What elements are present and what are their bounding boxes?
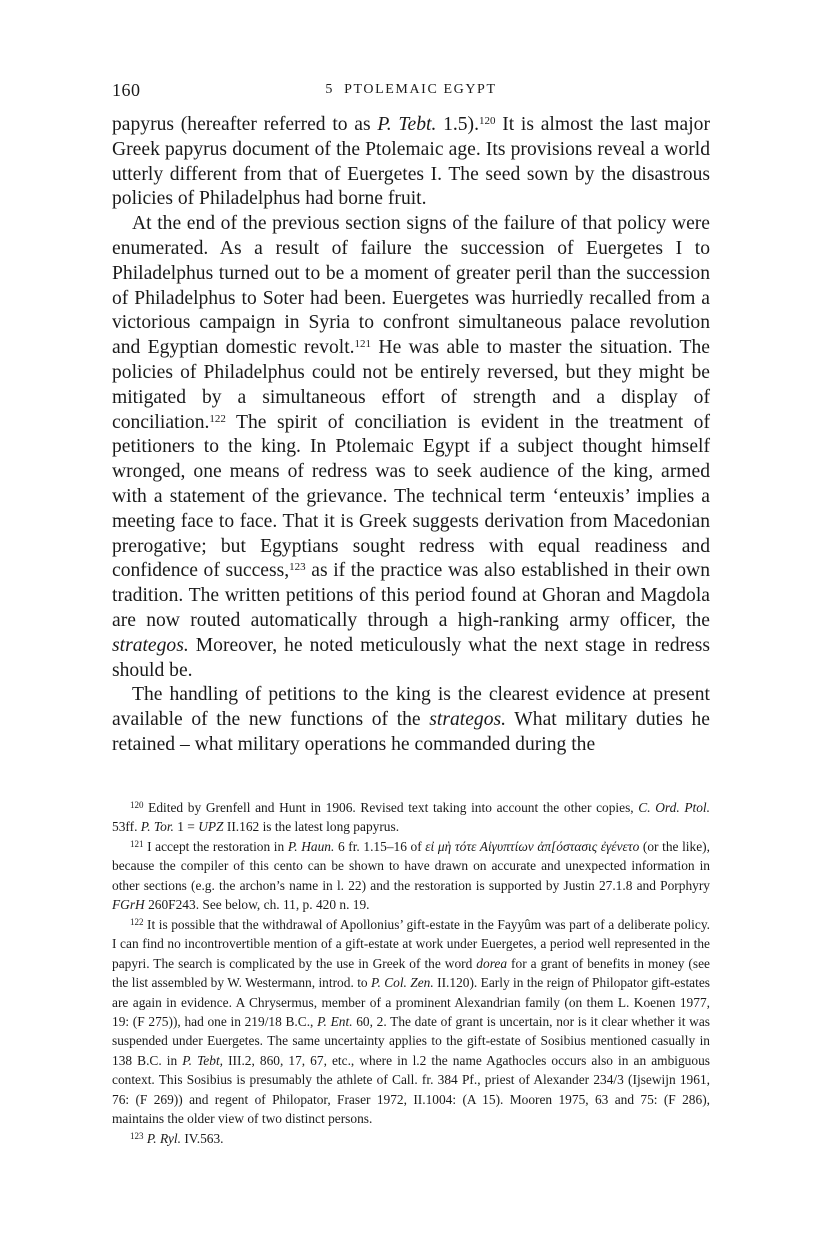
paragraph-3	[112, 683, 710, 757]
text-run: It is almost the last major Greek papyrus document of the Ptolemaic age. Its provisions reveal a world utterly different from that of Euergetes I. The seed sown by the disastrous policies of Philadelphus had borne fruit.	[112, 114, 710, 210]
footnote-ref-121: 121	[354, 338, 372, 351]
footnotes	[112, 798, 710, 1148]
text-run: 53ff.	[112, 819, 141, 835]
main-text	[112, 113, 710, 758]
text-run: The handling of petitions to the king is the clearest evidence at present available of the new functions of the	[112, 684, 710, 731]
footnote-ref-120: 120	[479, 115, 496, 127]
footnote-121	[112, 837, 710, 915]
citation: FGrH	[112, 897, 145, 913]
text-run: for a grant of benefits in money (see the list assembled by W. Westermann, introd. to	[112, 955, 710, 991]
text-run: IV.563.	[180, 1130, 224, 1146]
text-run: At the end of the previous section signs of the failure of that policy were enumerated. As a result of failure the succession of Euergetes I to Philadelphus turned out to be a moment of greater peril than the succession of Philadelphus to Soter had been. Euergetes was hurriedly recalled from a victorious campaign in Syria to confront simultaneous palace revolution and Egyptian domestic revolt.	[112, 213, 710, 359]
citation: P. Tor.	[140, 819, 174, 835]
text-run: What military duties he retained – what military operations he commanded during the	[112, 709, 710, 755]
citation: P. Tebt,	[182, 1052, 224, 1068]
text-run: It is possible that the withdrawal of Apollonius’ gift-estate in the Fayyûm was part of a deliberate policy. I can find no incontrovertible mention of a gift-estate at work under Euergetes, a period well represented in the papyri. The search is complicated by the use in Greek of the word	[112, 916, 710, 971]
citation: P. Haun.	[287, 838, 335, 854]
citation: P. Tebt.	[377, 114, 437, 135]
text-run: 6 fr. 1.15–16 of	[334, 838, 426, 854]
text-run: as if the practice was also established in their own tradition. The written petitions of this period found at Ghoran and Magdola are now routed automatically through a high-ranking army officer, the	[112, 560, 710, 631]
term-strategos: strategos.	[429, 709, 507, 731]
text-run: III.2, 860, 17, 67, etc., where in l.2 the name Agathocles occurs also in an ambiguous context. This Sosibius is presumably the athlete of Call. fr. 384 Pf., priest of Alexander 234/3 (Ijsewijn 1961, 76: (F 269)) and regent of Philopator, Fraser 1972, II.1004: (A 15). Mooren 1975, 63 and 75: (F 286), maintains the older view of two distinct persons.	[112, 1052, 710, 1127]
text-run: (or the like), because the compiler of this cento can be shown to have drawn on accurate and unexpected information in other sections (e.g. the archon’s name in l. 22) and the restoration is supported by Justin 27.1.8 and Porphyry	[112, 838, 710, 893]
footnote-122	[112, 915, 710, 1129]
footnote-ref-122: 122	[209, 412, 226, 425]
footnote-number: 120	[130, 800, 144, 810]
paragraph-1	[112, 113, 710, 212]
text-run: II.120). Early in the reign of Philopator gift-estates are again in evidence. A Chrysermus, member of a prominent Alexandrian family (on them L. Koenen 1977, 19: (F 275)), had one in 219/18 B.C.,	[112, 975, 710, 1029]
footnote-120	[112, 798, 710, 837]
footnote-number: 123	[130, 1130, 144, 1141]
greek-quotation: εἰ μὴ τότε Αἰγυπτίων ἀπ[όστασις ἐγένετο	[425, 838, 640, 854]
citation: UPZ	[198, 819, 224, 835]
chapter-title: PTOLEMAIC EGYPT	[344, 82, 497, 97]
term-dorea: dorea	[476, 955, 508, 971]
text-run: 260F243. See below, ch. 11, p. 420 n. 19.	[144, 897, 370, 913]
citation: P. Ent.	[317, 1013, 353, 1029]
running-header	[112, 80, 710, 100]
citation: C. Ord. Ptol.	[638, 800, 710, 815]
text-run: II.162 is the latest long papyrus.	[223, 819, 400, 835]
text-run: Moreover, he noted meticulously what the next stage in redress should be.	[112, 634, 710, 681]
footnote-ref-123: 123	[289, 561, 306, 574]
citation: P. Col. Zen.	[371, 975, 434, 991]
citation: P. Ryl.	[146, 1130, 181, 1146]
text-run: Edited by Grenfell and Hunt in 1906. Revised text taking into account the other copies,	[143, 800, 639, 815]
paragraph-2	[112, 212, 710, 683]
footnote-123	[112, 1129, 710, 1148]
footnote-number: 121	[130, 838, 144, 849]
text-run: 1 =	[173, 819, 199, 835]
term-strategos: strategos.	[112, 634, 189, 656]
text-run: 1.5).	[436, 114, 479, 135]
chapter-running-title	[112, 82, 710, 98]
text-run: 60, 2. The date of grant is uncertain, nor is it clear whether it was suspended under Euergetes. The same uncertainty applies to the gift-estate of Sosibius mentioned casually in 138 B.C. in	[112, 1013, 710, 1068]
text-run: He was able to master the situation. The policies of Philadelphus could not be entirely reversed, but they might be mitigated by a simultaneous effort of strength and a display of conciliation.	[112, 337, 710, 433]
footnote-number: 122	[130, 916, 144, 927]
page-number: 160	[112, 80, 141, 100]
chapter-number: 5	[325, 82, 335, 97]
text-run: papyrus (hereafter referred to as	[112, 114, 378, 135]
text-run: I accept the restoration in	[143, 838, 288, 854]
text-run: The spirit of conciliation is evident in the treatment of petitioners to the king. In Ptolemaic Egypt if a subject thought himself wronged, one means of redress was to seek audience of the king, armed with a statement of the grievance. The technical term ‘enteuxis’ implies a meeting face to face. That it is Greek suggests derivation from Macedonian prerogative; but Egyptians sought redress with equal readiness and confidence of success,	[112, 411, 710, 582]
